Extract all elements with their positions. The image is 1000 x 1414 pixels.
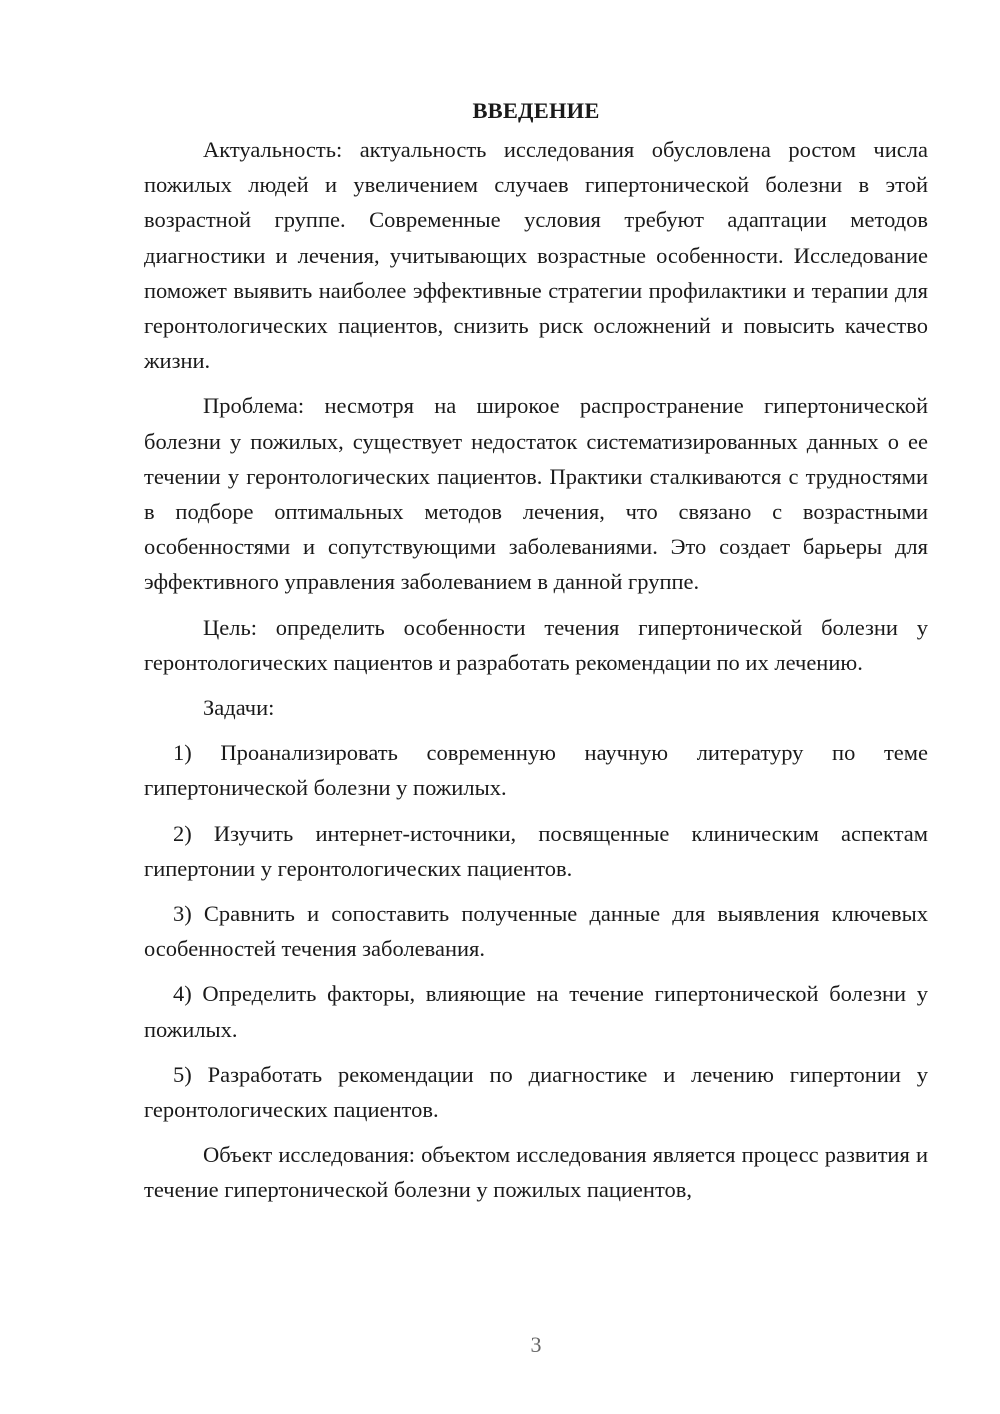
list-item: 3) Сравнить и сопоставить полученные данные для выявления ключевых особенностей течения заболевания.: [144, 901, 928, 962]
list-item: 1) Проанализировать современную научную литературу по теме гипертонической болезни у пожилых.: [144, 740, 928, 801]
tasks-heading: Задачи:: [203, 695, 275, 721]
list-item: 4) Определить факторы, влияющие на течение гипертонической болезни у пожилых.: [144, 981, 928, 1042]
page-number: 3: [530, 1332, 542, 1357]
section-title: ВВЕДЕНИЕ: [472, 98, 600, 123]
document-body: [144, 96, 928, 1218]
paragraph-goal: Цель: определить особенности течения гипертонической болезни у геронтологических пациентов и разработать рекомендации по их лечению.: [144, 614, 928, 675]
list-item: 2) Изучить интернет-источники, посвященные клиническим аспектам гипертонии у геронтологических пациентов.: [144, 820, 928, 881]
tasks-list: [144, 735, 928, 1127]
paragraph-object: Объект исследования: объектом исследования является процесс развития и течение гипертонической болезни у пожилых пациентов,: [144, 1142, 928, 1203]
list-item: 5) Разработать рекомендации по диагностике и лечению гипертонии у геронтологических пациентов.: [144, 1061, 928, 1123]
paragraph-problem: Проблема: несмотря на широкое распространение гипертонической болезни у пожилых, существует недостаток систематизированных данных о ее течении у геронтологических пациентов. Практики сталкиваются с трудностями в подборе оптимальных методов лечения, что связано с возрастными особенностями и сопутствующими заболеваниями. Это создает барьеры для эффективного управления заболеванием в данной группе.: [144, 393, 928, 595]
paragraph-relevance: Актуальность: актуальность исследования обусловлена ростом числа пожилых людей и увеличением случаев гипертонической болезни в этой возрастной группе. Современные условия требуют адаптации методов диагностики и лечения, учитывающих возрастные особенности. Исследование поможет выявить наиболее эффективные стратегии профилактики и терапии для геронтологических пациентов, снизить риск осложнений и повысить качество жизни.: [144, 137, 928, 374]
